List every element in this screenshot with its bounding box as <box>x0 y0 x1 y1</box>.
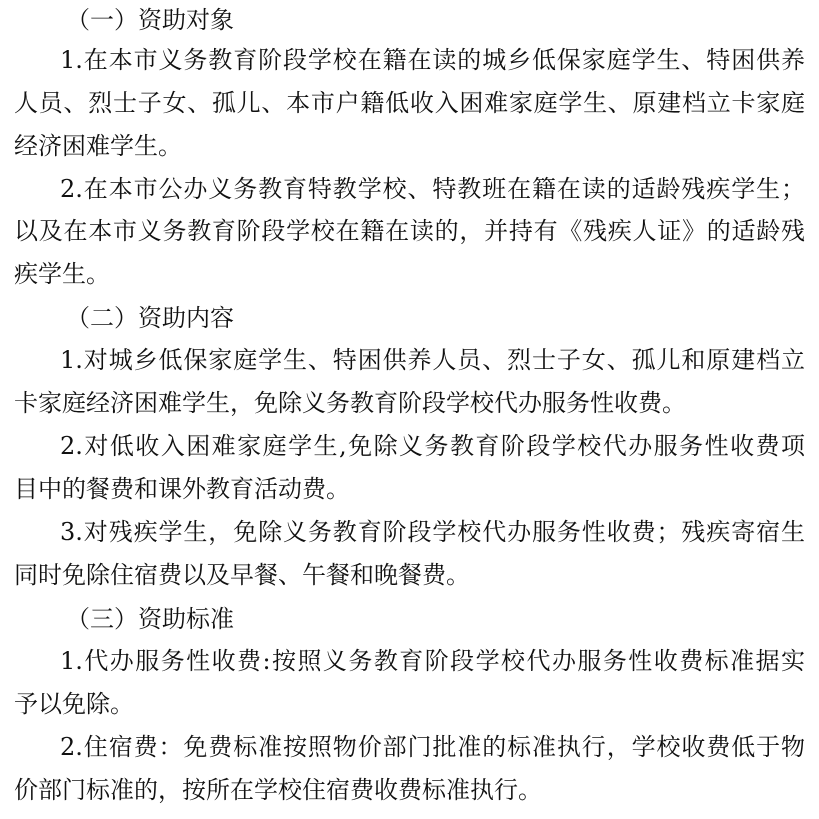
paragraph-line: 予以免除。 <box>14 690 134 718</box>
paragraph-line: 2.住宿费：免费标准按照物价部门批准的标准执行，学校收费低于物 <box>60 733 805 761</box>
paragraph-line: 1.在本市义务教育阶段学校在籍在读的城乡低保家庭学生、特困供养 <box>60 46 805 74</box>
paragraph-line: 目中的餐费和课外教育活动费。 <box>14 475 350 503</box>
paragraph-line: 卡家庭经济困难学生，免除义务教育阶段学校代办服务性收费。 <box>14 389 686 417</box>
paragraph-line: 1.对城乡低保家庭学生、特困供养人员、烈士子女、孤儿和原建档立 <box>60 346 805 374</box>
paragraph-line: 3.对残疾学生，免除义务教育阶段学校代办服务性收费；残疾寄宿生 <box>60 518 805 546</box>
paragraph-line: 2.在本市公办义务教育特教学校、特教班在籍在读的适龄残疾学生； <box>60 175 805 203</box>
paragraph-line: 以及在本市义务教育阶段学校在籍在读的，并持有《残疾人证》的适龄残 <box>14 217 805 245</box>
section-heading: （三）资助标准 <box>66 605 234 633</box>
paragraph-line: 经济困难学生。 <box>14 132 182 160</box>
paragraph-line: 疾学生。 <box>14 260 110 288</box>
paragraph-line: 同时免除住宿费以及早餐、午餐和晚餐费。 <box>14 561 470 589</box>
paragraph-line: 1.代办服务性收费:按照义务教育阶段学校代办服务性收费标准据实 <box>60 647 805 675</box>
section-heading: （二）资助内容 <box>66 304 234 332</box>
paragraph-line: 人员、烈士子女、孤儿、本市户籍低收入困难家庭学生、原建档立卡家庭 <box>14 89 805 117</box>
paragraph-line: 价部门标准的，按所在学校住宿费收费标准执行。 <box>14 776 542 804</box>
section-heading: （一）资助对象 <box>66 6 234 34</box>
paragraph-line: 2.对低收入困难家庭学生,免除义务教育阶段学校代办服务性收费项 <box>60 432 805 460</box>
